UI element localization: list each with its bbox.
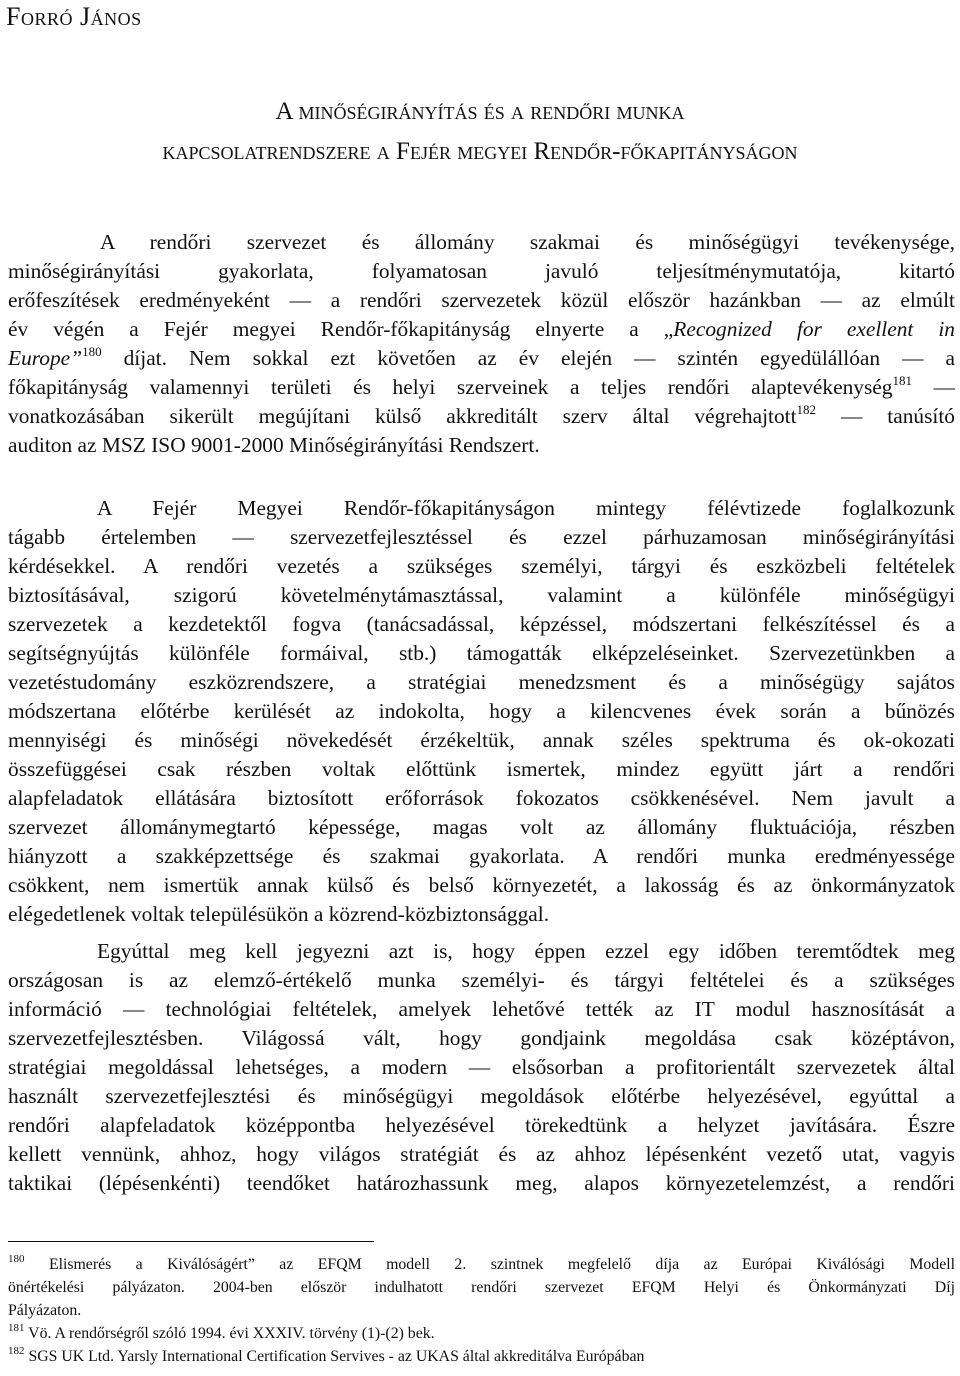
paragraph-line: mennyiségi és minőségi növekedését érzékeltük, annak széles spektruma és ok-okozati	[8, 728, 955, 752]
footnote-number-181: 181	[8, 1322, 25, 1334]
award-name-italic: Europe	[8, 346, 71, 370]
paragraph-line: hiányzott a szakképzettsége és szakmai gyakorlata. A rendőri munka eredményessége	[8, 844, 955, 868]
closing-quote: ”	[70, 346, 83, 370]
paragraph-line: módszertana előtérbe kerülését az indokolta, hogy a kilencvenes évek során a bűnözés	[8, 699, 955, 723]
footnote-180-line-1	[8, 1254, 955, 1276]
paragraph-line: segítségnyújtás különféle formáival, stb.) támogatták elképzeléseinket. Szervezetünkben a	[8, 641, 955, 665]
paragraph-line: biztosításával, szigorú követelménytámasztással, valamint a különféle minőségügyi	[8, 583, 955, 607]
footnote-180-line-3: Pályázaton.	[8, 1302, 82, 1319]
paragraph-line: A rendőri szervezet és állomány szakmai és minőségügyi tevékenysége,	[100, 230, 955, 254]
document-title-line-2: kapcsolatrendszere a Fejér megyei Rendőr-főkapitányságon	[162, 138, 798, 165]
paragraph-line: minőségirányítási gyakorlata, folyamatosan javuló teljesítménymutatója, kitartó	[8, 259, 955, 283]
footnote-ref-180: 180	[82, 344, 102, 359]
footnote-182	[8, 1346, 955, 1368]
paragraph-line	[8, 315, 955, 344]
paragraph-line: Egyúttal meg kell jegyezni azt is, hogy éppen ezzel egy időben teremtődtek meg	[97, 939, 955, 963]
paragraph-line: összefüggései csak részben voltak előttünk ismertek, mindez együtt járt a rendőri	[8, 757, 955, 781]
paragraph-line: szervezet állománymegtartó képessége, magas volt az állomány fluktuációja, részben	[8, 815, 955, 839]
paragraph-line: kérdésekkel. A rendőri vezetés a szükséges személyi, tárgyi és eszközbeli feltételek	[8, 554, 955, 578]
text-run: év végén a Fejér megyei Rendőr-főkapitányság elnyerte a „	[8, 317, 674, 341]
paragraph-line: használt szervezetfejlesztési és minőségügyi megoldások előtérbe helyezésével, egyúttal a	[8, 1084, 955, 1108]
footnote-ref-182: 182	[796, 402, 817, 417]
paragraph-line: információ — technológiai feltételek, amelyek lehetővé tették az IT modul hasznosítását a	[8, 997, 955, 1021]
document-title-line-1: A minőségirányítás és a rendőri munka	[275, 98, 685, 125]
paragraph-line: elégedetlenek voltak településükön a közrend-közbiztonsággal.	[8, 902, 550, 926]
footnote-number-182: 182	[8, 1345, 25, 1357]
text-run: vonatkozásában sikerült megújítani külső akkreditált szerv által végrehajtott	[8, 404, 797, 428]
footnote-number-180: 180	[8, 1253, 25, 1265]
paragraph-line: taktikai (lépésenkénti) teendőket határozhassunk meg, alapos környezetelemzést, a rendőri	[8, 1171, 955, 1195]
paragraph-line: vezetéstudomány eszközrendszere, a stratégiai menedzsment és a minőségügy sajátos	[8, 670, 955, 694]
footnote-text: Vö. A rendőrségről szóló 1994. évi XXXIV. törvény (1)-(2) bek.	[24, 1325, 435, 1342]
footnote-181	[8, 1323, 955, 1345]
paragraph-line: országosan is az elemző-értékelő munka személyi- és tárgyi feltételei és a szükséges	[8, 968, 955, 992]
text-run: főkapitányság valamennyi területi és helyi szerveinek a teljes rendőri alaptevékenység	[8, 375, 893, 399]
paragraph-line: A Fejér Megyei Rendőr-főkapitányságon mintegy félévtizede foglalkozunk	[97, 496, 955, 520]
text-run: díjat. Nem sokkal ezt követően az év elején — szintén egyedülállóan — a	[101, 346, 955, 370]
paragraph-line	[8, 402, 955, 431]
paragraph-line: rendőri alapfeladatok középpontba helyezésével törekedtünk a helyzet javítására. Észre	[8, 1113, 955, 1137]
paragraph-line: szervezetfejlesztésben. Világossá vált, hogy gondjaink megoldása csak középtávon,	[8, 1026, 955, 1050]
paragraph-line: tágabb értelemben — szervezetfejlesztéssel és ezzel párhuzamosan minőségirányítási	[8, 525, 955, 549]
paragraph-line	[8, 344, 955, 373]
paragraph-line: stratégiai megoldással lehetséges, a modern — elsősorban a profitorientált szervezetek által	[8, 1055, 955, 1079]
footnote-ref-181: 181	[892, 373, 913, 388]
paragraph-line	[8, 373, 955, 402]
paragraph-line: auditon az MSZ ISO 9001-2000 Minőségirányítási Rendszert.	[8, 433, 540, 457]
text-run: —	[912, 375, 956, 399]
paragraph-line: kellett vennünk, ahhoz, hogy világos stratégiát és az ahhoz lépésenként vezető utat, vagyis	[8, 1142, 955, 1166]
paragraph-line: alapfeladatok ellátására biztosított erőforrások fokozatos csökkenésével. Nem javult a	[8, 786, 955, 810]
footnote-separator	[8, 1241, 374, 1242]
paragraph-line: erőfeszítések eredményeként — a rendőri szervezetek közül először hazánkban — az elmúlt	[8, 288, 955, 312]
footnote-180-line-2: önértékelési pályázaton. 2004-ben először indulhatott rendőri szervezet EFQM Helyi és Önkormányzati Díj	[8, 1279, 955, 1296]
award-name-italic: Recognized for exellent in	[673, 317, 955, 341]
text-run: — tanúsító	[816, 404, 955, 428]
paragraph-line: csökkent, nem ismertük annak külső és belső környezetét, a lakosság és az önkormányzatok	[8, 873, 955, 897]
paragraph-line: szervezetek a kezdetektől fogva (tanácsadással, képzéssel, módszertani felkészítéssel és a	[8, 612, 955, 636]
footnote-text: Elismerés a Kiválóságért” az EFQM modell 2. szintnek megfelelő díja az Európai Kiválósági Modell	[24, 1256, 955, 1273]
author-name: Forró János	[6, 2, 142, 31]
footnote-text: SGS UK Ltd. Yarsly International Certification Servives - az UKAS által akkreditálva Európában	[24, 1348, 645, 1365]
